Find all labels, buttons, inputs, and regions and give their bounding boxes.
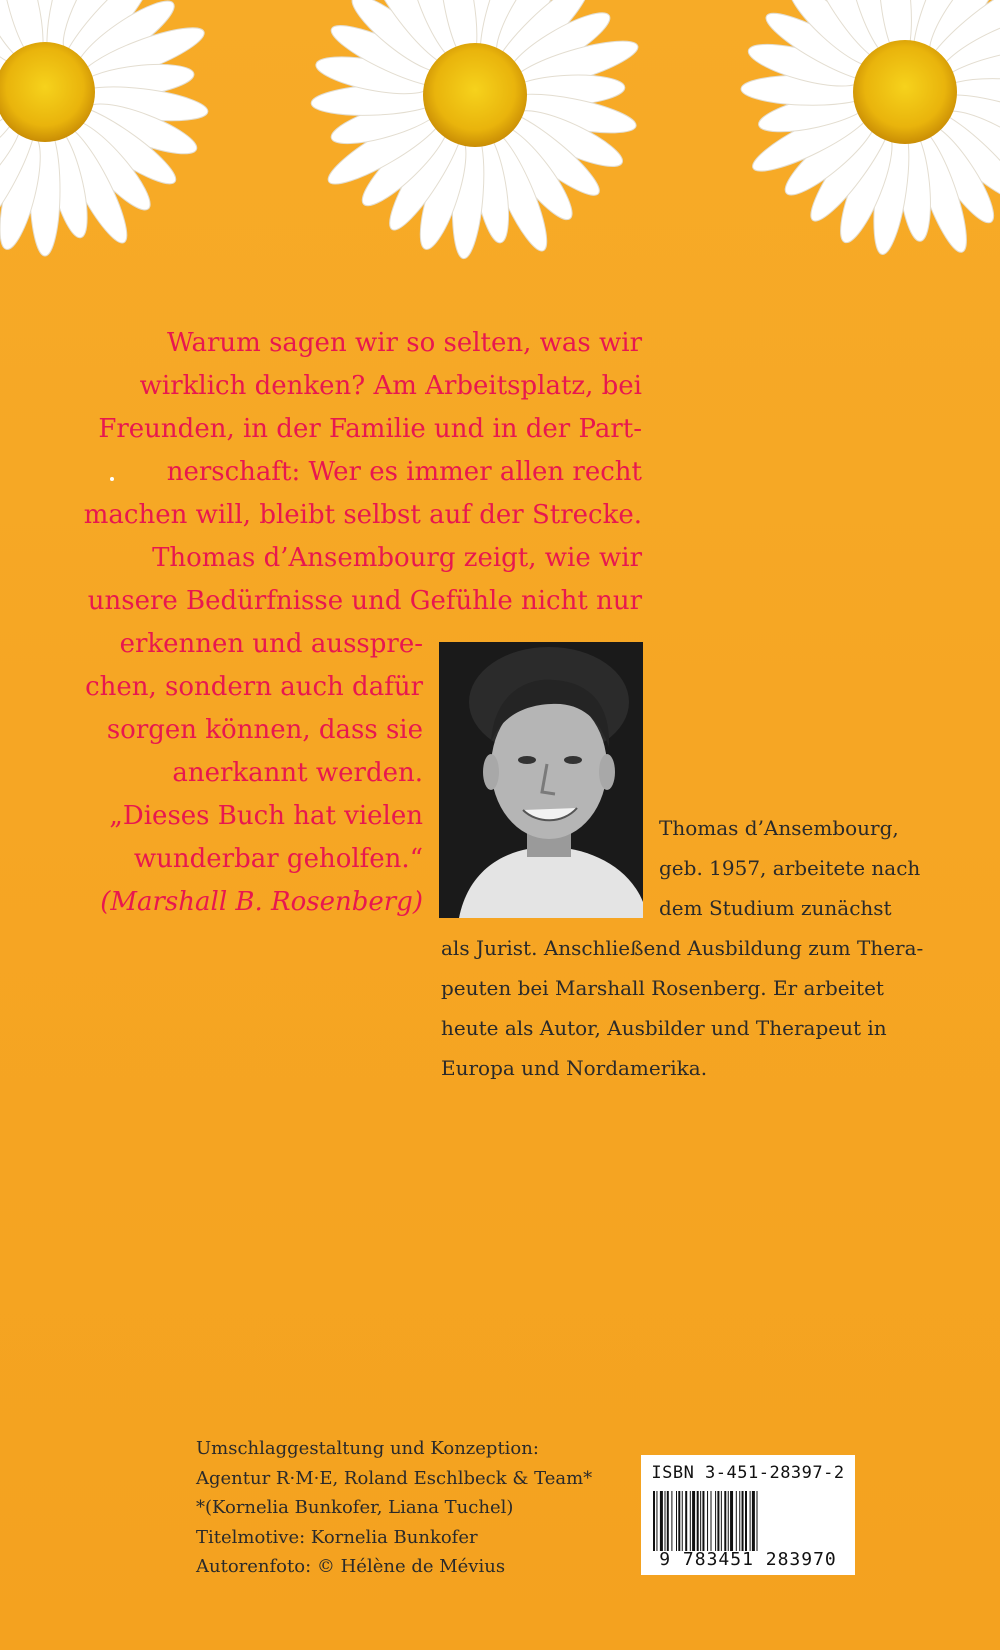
blurb-line: anerkannt werden.	[172, 758, 423, 788]
blurb-line: wirklich denken? Am Arbeitsplatz, bei	[139, 371, 642, 401]
blurb-line: Warum sagen wir so selten, was wir	[167, 328, 642, 358]
blurb-line: Freunden, in der Familie und in der Part-	[98, 414, 642, 444]
blurb-line: nerschaft: Wer es immer allen recht	[166, 457, 642, 487]
quote-line: wunderbar geholfen.“	[133, 844, 423, 874]
credit-line: Agentur R·M·E, Roland Eschlbeck & Team*	[196, 1467, 593, 1489]
bio-line: dem Studium zunächst	[659, 896, 892, 920]
bio-line: als Jurist. Anschließend Ausbildung zum Thera-	[441, 936, 924, 960]
isbn-label: ISBN 3-451-28397-2	[651, 1463, 845, 1483]
isbn-barcode-box	[641, 1455, 855, 1575]
bio-line: Europa und Nordamerika.	[441, 1056, 708, 1080]
credit-line: *(Kornelia Bunkofer, Liana Tuchel)	[196, 1497, 514, 1518]
quote-line: „Dieses Buch hat vielen	[109, 801, 423, 831]
daisy-right	[741, 0, 1000, 257]
daisy-flowers-illustration	[0, 0, 1000, 270]
bio-line: Thomas d’Ansembourg,	[659, 816, 899, 840]
barcode-icon	[653, 1491, 843, 1551]
blurb-line: erkennen und ausspre-	[119, 629, 423, 659]
daisy-left	[0, 0, 210, 256]
credit-line: Titelmotive: Kornelia Bunkofer	[196, 1526, 478, 1548]
isbn-digits: 9 783451 283970	[659, 1549, 837, 1570]
blurb-line: Thomas d’Ansembourg zeigt, wie wir	[152, 543, 642, 573]
decorative-speck	[110, 477, 114, 481]
blurb-text	[80, 322, 642, 623]
cover-credits	[196, 1434, 616, 1582]
credit-line: Umschlaggestaltung und Konzeption:	[196, 1438, 539, 1459]
blurb-line: unsere Bedürfnisse und Gefühle nicht nur	[87, 586, 642, 616]
bio-line: peuten bei Marshall Rosenberg. Er arbeitet	[441, 976, 884, 1000]
blurb-continuation	[80, 623, 423, 924]
blurb-line: machen will, bleibt selbst auf der Strecke.	[83, 500, 642, 530]
blurb-line: sorgen können, dass sie	[106, 715, 423, 745]
quote-author: (Marshall B. Rosenberg)	[100, 887, 423, 917]
bio-line: geb. 1957, arbeitete nach	[659, 856, 921, 880]
credit-line: Autorenfoto: © Hélène de Mévius	[196, 1556, 506, 1577]
blurb-line: chen, sondern auch dafür	[85, 672, 423, 702]
daisy-center	[310, 0, 642, 260]
bio-line: heute als Autor, Ausbilder und Therapeut in	[441, 1016, 887, 1040]
author-bio	[441, 808, 924, 1088]
